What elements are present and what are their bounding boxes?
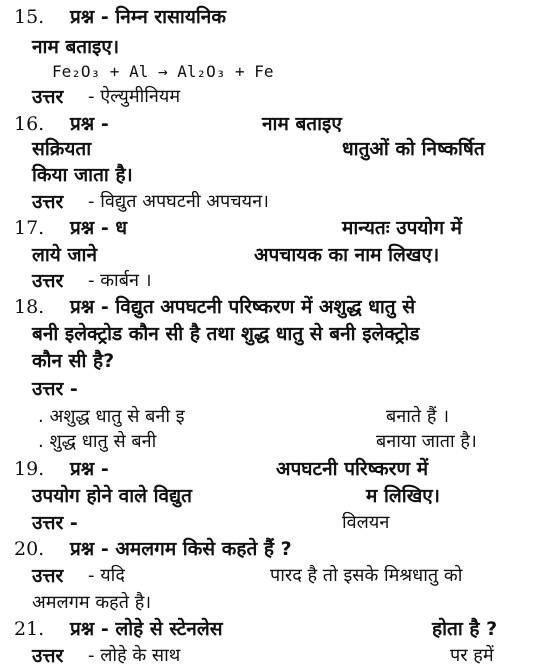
q16-line1-part3: नाम बताइए [262,113,342,135]
q21-line1-part3: होता है ? [432,618,498,640]
q21-line2-part2: - लोहे के साथ [88,645,181,666]
q18-line1-part1: 18. [14,296,45,318]
q18-line5-part2: बनाते हैं । [386,406,450,427]
q20-line2-part1: उत्तर [32,565,64,587]
q21-line2-part1: उत्तर [32,645,64,667]
q15-line3-part1: Fe₂O₃ + Al → Al₂O₃ + Fe [52,62,274,81]
q16-line4-part2: - विद्युत अपघटनी अपचयन। [88,191,269,212]
q18-line3-part1: कौन सी है? [32,350,115,372]
q18-line1-part2: प्रश्न - विद्युत अपघटनी परिष्करण में अशुद्ध धातु से [70,296,416,318]
q20-line1-part1: 20. [14,538,45,560]
q17-line3-part1: उत्तर [32,270,64,292]
q15-line4-part2: - ऐल्युमीनियम [88,86,181,107]
q20-line2-part3: पारद है तो इसके मिश्रधातु को [270,565,463,586]
q20-line3-part1: अमलगम कहते है। [32,592,152,613]
q21-line1-part2: प्रश्न - लोहे से स्टेनलेस [70,618,223,640]
q17-line1-part1: 17. [14,217,45,239]
q20-line2-part2: - यदि [88,565,125,586]
q15-line4-part1: उत्तर [32,86,64,108]
q17-line2-part1: लाये जाने [32,244,98,266]
q16-line4-part1: उत्तर [32,191,64,213]
q21-line1-part1: 21. [14,618,45,640]
q19-line3-part2: विलयन [342,512,390,533]
q16-line2-part2: धातुओं को निष्कर्षित [342,138,485,160]
q16-line2-part1: सक्रियता [32,138,92,160]
q16-line1-part1: 16. [14,113,45,135]
q18-line2-part1: बनी इलेक्ट्रोड कौन सी है तथा शुद्ध धातु से बनी इलेक्ट्रोड [32,323,420,345]
q19-line2-part1: उपयोग होने वाले विद्युत [32,485,192,507]
q15-line1-part1: 15. [14,6,45,28]
q17-line2-part2: अपचायक का नाम लिखए। [254,244,440,266]
q18-line4-part1: उत्तर - [32,378,78,400]
q19-line1-part1: 19. [14,458,45,480]
q18-line5-part1: . अशुद्ध धातु से बनी इ [38,406,185,427]
q16-line1-part2: प्रश्न - [70,113,109,135]
q17-line1-part3: मान्यतः उपयोग में [342,217,463,239]
q19-line3-part1: उत्तर - [32,512,78,534]
q20-line1-part2: प्रश्न - अमलगम किसे कहते हैं ? [70,538,292,560]
q19-line1-part3: अपघटनी परिष्करण में [276,458,429,480]
q21-line2-part3: पर हमें [450,645,494,666]
q19-line2-part2: म लिखिए। [366,485,440,507]
q17-line1-part2: प्रश्न - ध [70,217,128,239]
q15-line2-part1: नाम बताइए। [32,36,120,58]
q17-line3-part2: - कार्बन । [88,270,152,291]
q18-line6-part1: . शुद्ध धातु से बनी [38,431,157,452]
q19-line1-part2: प्रश्न - [70,458,109,480]
q18-line6-part2: बनाया जाता है। [376,431,477,452]
q15-line1-part2: प्रश्न - निम्न रासायनिक [70,6,226,28]
q16-line3-part1: किया जाता है। [32,164,133,186]
